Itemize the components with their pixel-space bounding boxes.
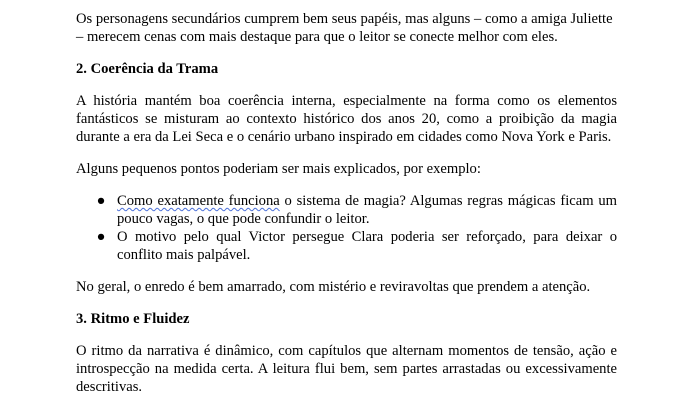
bullet-icon: ● [96,193,106,209]
paragraph-conclusion: No geral, o enredo é bem amarrado, com mistério e reviravoltas que prendem a atenção. [76,279,591,295]
spellcheck-flagged-text[interactable]: Como exatamente funciona [117,193,280,209]
document-body [76,10,617,396]
bullet-icon: ● [96,229,106,245]
list-item-text: O motivo pelo qual Victor persegue Clara poderia ser reforçado, para deixar o conflito mais palpável. [117,229,617,263]
paragraph-intro: Os personagens secundários cumprem bem seus papéis, mas alguns – como a amiga Juliette – merecem cenas com mais destaque para que o leitor se conecte melhor com eles. [76,11,613,45]
bullet-list [76,192,617,264]
section-heading-pacing: 3. Ritmo e Fluidez [76,311,190,327]
section-heading-coherence: 2. Coerência da Trama [76,61,219,77]
paragraph-coherence: A história mantém boa coerência interna, especialmente na forma como os elementos fantásticos se misturam ao contexto histórico dos anos 20, como a proibição da magia durante a era da Lei Seca e o cenário urbano inspirado em cidades como Nova York e Paris. [76,93,617,145]
list-item [76,228,617,264]
paragraph-pacing: O ritmo da narrativa é dinâmico, com capítulos que alternam momentos de tensão, ação e introspecção na medida certa. A leitura flui bem, sem partes arrastadas ou excessivamente descritivas. [76,343,617,395]
paragraph-list-intro: Alguns pequenos pontos poderiam ser mais explicados, por exemplo: [76,161,481,177]
list-item [76,192,617,228]
list-item-text: o sistema de magia? Algumas regras mágicas ficam um pouco vagas, o que pode confundir o leitor. [117,193,617,227]
